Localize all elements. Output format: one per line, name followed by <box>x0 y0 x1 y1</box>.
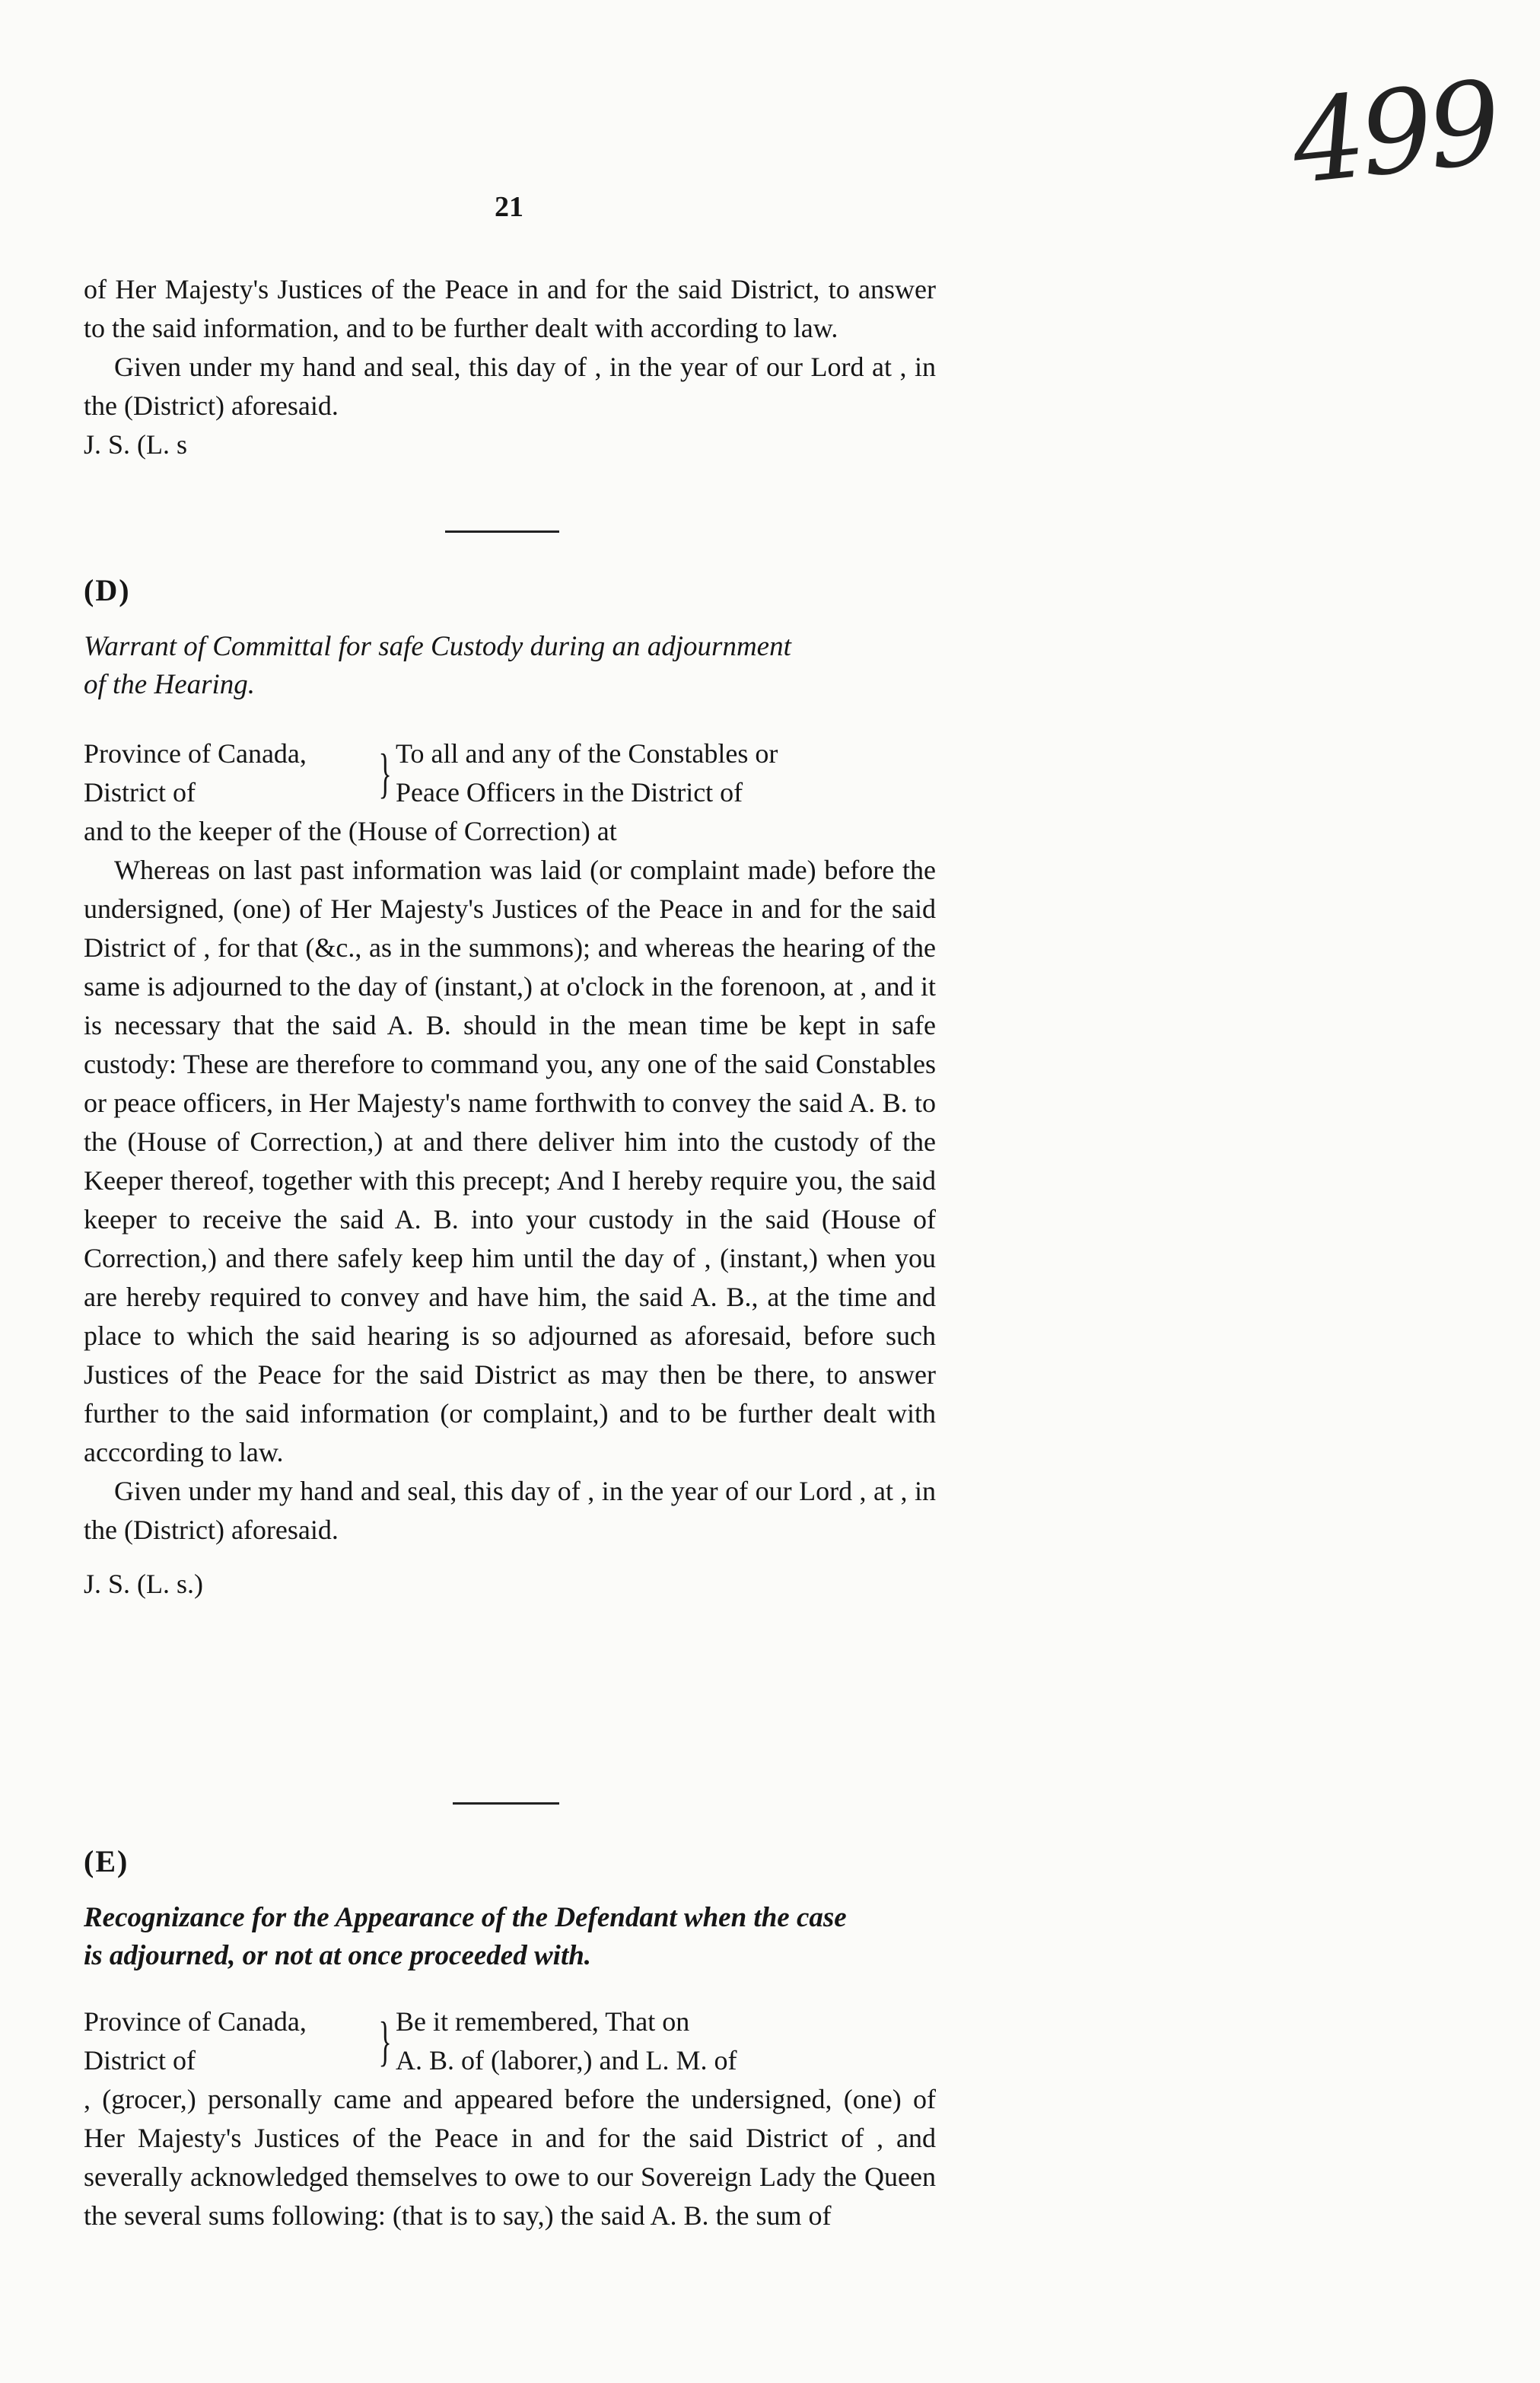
section-d-given-clause: Given under my hand and seal, this day of , in the year of our Lord , at , in the (District) aforesaid. <box>84 1476 936 1545</box>
page-number: 21 <box>495 191 523 223</box>
section-d-district: District of <box>84 777 196 808</box>
section-e-venue-left <box>84 2002 373 2080</box>
section-e-district: District of <box>84 2045 196 2076</box>
section-d-venue <box>84 734 936 812</box>
section-d-title-line2: of the Hearing. <box>84 669 256 700</box>
section-divider <box>445 530 559 533</box>
section-d-letter: (D) <box>84 573 131 607</box>
section-d-addressee-2: Peace Officers in the District of <box>396 777 743 808</box>
section-e-letter: (E) <box>84 1844 129 1878</box>
section-e-remembered: Be it remembered, That on <box>396 2006 690 2037</box>
section-d-addressee-1: To all and any of the Constables or <box>396 738 778 769</box>
section-e-title-line2: is adjourned, or not at once proceeded with. <box>84 1940 592 1971</box>
section-d-address-line: and to the keeper of the (House of Correction) at <box>84 816 617 846</box>
continuation-block <box>84 270 936 464</box>
section-d-title-line1: Warrant of Committal for safe Custody during an adjournment <box>84 631 791 662</box>
section-d-venue-left <box>84 734 373 812</box>
section-e-province: Province of Canada, <box>84 2006 307 2037</box>
section-d <box>84 571 936 1604</box>
section-d-venue-right <box>396 734 936 812</box>
continuation-signature: J. S. (L. s <box>84 429 188 460</box>
continuation-paragraph: of Her Majesty's Justices of the Peace in and for the said District, to answer to the said information, and to be further dealt with according to law. <box>84 274 936 343</box>
section-e <box>84 1842 936 2235</box>
brace-symbol: } <box>378 743 392 804</box>
section-e-venue-right <box>396 2002 936 2080</box>
brace-symbol: } <box>378 2011 392 2072</box>
section-d-signature: J. S. (L. s.) <box>84 1569 204 1599</box>
section-e-parties: A. B. of (laborer,) and L. M. of <box>396 2045 737 2076</box>
handwritten-folio-number: 499 <box>1286 56 1503 210</box>
section-e-venue <box>84 2002 936 2080</box>
section-d-body: Whereas on last past information was laid (or complaint made) before the undersigned, (one) of Her Majesty's Justices of the Peace in and for the said District of , for that (&c., as in the summons); and whereas the hearing of the same is adjourned to the day of (instant,) at o'clock in the forenoon, at , and it is necessary that the said A. B. should in the mean time be kept in safe custody: These are therefore to command you, any one of the said Constables or peace officers, in Her Majesty's name forthwith to convey the said A. B. to the (House of Correction,) at and there deliver him into the custody of the Keeper thereof, together with this precept; And I hereby require you, the said keeper to receive the said A. B. into your custody in the said (House of Correction,) and there safely keep him until the day of , (instant,) when you are hereby required to convey and have him, the said A. B., at the time and place to which the said hearing is so adjourned as aforesaid, before such Justices of the Peace for the said District as may then be there, to answer further to the said information (or complaint,) and to be further dealt with acccording to law. <box>84 855 936 1467</box>
continuation-given-clause: Given under my hand and seal, this day of , in the year of our Lord at , in the (District) aforesaid. <box>84 352 936 421</box>
section-d-province: Province of Canada, <box>84 738 307 769</box>
section-divider <box>453 1802 559 1805</box>
section-e-title-line1: Recognizance for the Appearance of the Defendant when the case <box>84 1902 847 1933</box>
section-e-body: , (grocer,) personally came and appeared before the undersigned, (one) of Her Majesty's Justices of the Peace in and for the said District of , and severally acknowledged themselves to owe to our Sovereign Lady the Queen the several sums following: (that is to say,) the said A. B. the sum of <box>84 2084 936 2231</box>
